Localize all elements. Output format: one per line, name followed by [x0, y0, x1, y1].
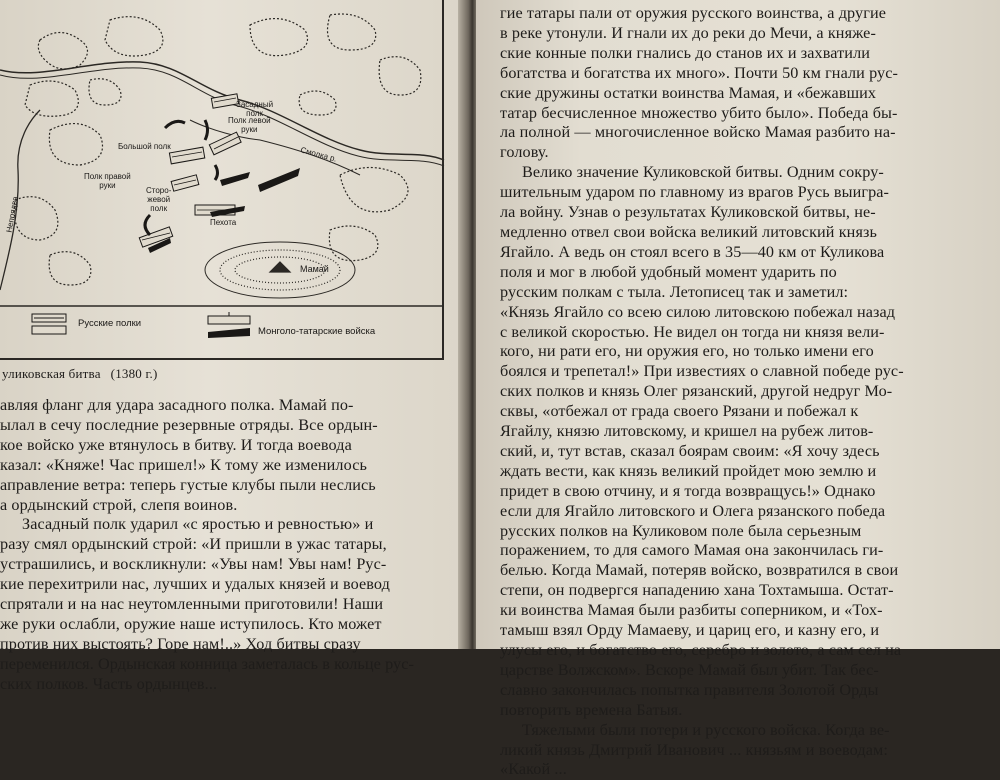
text-line: повторить времена Батыя. [500, 700, 683, 719]
text-line: ский, и, тут встав, сказал боярам своим: «Я хочу здесь [500, 441, 880, 460]
text-line: медленно отвел свои войска великий литовский князь [500, 222, 877, 241]
text-line: боялся и трепетал!» При известиях о славной победе рус- [500, 362, 904, 381]
text-line: ла полной — многочисленное войско Мамая разбито на- [500, 123, 896, 142]
caption-title: уликовская битва [2, 366, 101, 381]
text-line: ские конные полки гнались до станов их и захватили [500, 43, 871, 62]
label-ambush-regiment: Засадный полк [236, 100, 274, 118]
attack-arrows [145, 120, 218, 235]
label-smolka-river: Смолка р. [299, 145, 338, 164]
river-nepryadva [0, 110, 40, 290]
text-line: ских полков и князь Олег рязанский, другой недруг Мо- [500, 382, 893, 401]
text-line: Велико значение Куликовской битвы. Одним сокру- [522, 163, 884, 182]
text-line: ские дружины остатки воинства Мамая, и «бежавших [500, 83, 877, 102]
label-big-regiment: Большой полк [118, 142, 171, 151]
text-line: шительным ударом по главному из врагов Русь выигра- [500, 183, 890, 202]
label-mamai: Мамай [300, 264, 329, 274]
map-drawing [0, 0, 444, 360]
right-page-text [500, 4, 1000, 780]
text-line: авляя фланг для удара засадного полка. Мамай по- [0, 396, 354, 414]
text-line: ла войну. Узнав о результатах Куликовской битвы, не- [500, 203, 876, 222]
text-line: переменился. Ордынская конница заметалась в кольце рус- [0, 654, 415, 673]
text-line: русских полков на Куликовом поле была серьезным [500, 521, 862, 540]
left-page-text [0, 396, 460, 695]
text-line: ылал в сечу последние резервные отряды. Все ордын- [0, 415, 378, 434]
legend-russian-regiments: Русские полки [78, 318, 142, 329]
text-line: «Князь Ягайло со всею силою литовскою побежал назад [500, 302, 896, 321]
text-line: гие татары пали от оружия русского воинства, а другие [500, 4, 887, 22]
text-line: придет в свою отчину, и я тогда возвращусь!» Однако [500, 481, 876, 500]
text-line: голову. [500, 143, 549, 162]
text-line: степи, он подвергся нападению хана Тохтамыша. Остат- [500, 581, 894, 600]
text-line: ских полков. Часть ордынцев... [0, 674, 218, 693]
text-line: Тяжелыми были потери и русского войска. Когда ве- [522, 720, 890, 739]
text-line: Ягайло. А ведь он стоял всего в 35—40 км от Куликова [500, 242, 885, 261]
text-line: татар бесчисленное множество убито было». Победа бы- [500, 103, 898, 122]
text-line: против них выстоять? Горе нам!..» Ход битвы сразу [0, 634, 361, 653]
label-nepryadva-river: Непрядва [4, 195, 20, 234]
text-line: тамыш взял Орду Мамаеву, и цариц его, и казну его, и [500, 621, 880, 640]
text-line: поля и мог в любой удобный момент ударить по [500, 262, 837, 281]
text-line: ждать вести, как князь великий пройдет мою землю и [500, 461, 877, 480]
text-line: белью. Когда Мамай, потеряв войско, возвратился в свои [500, 561, 899, 580]
text-line: кое войско уже втянулось в битву. И тогда воевода [0, 435, 352, 454]
text-line: ликий князь Дмитрий Иванович ... князьям и воеводам: [500, 740, 888, 759]
label-infantry: Пехота [210, 218, 237, 227]
text-line: спрятали и на нас неутомленными приготовили! Наши [0, 595, 384, 614]
text-line: Засадный полк ударил «с яростью и ревностью» и [22, 515, 374, 534]
text-line: богатства и богатства их много». Почти 50 км гнали рус- [500, 63, 899, 82]
label-right-hand-regiment: Полк правой руки [84, 172, 131, 190]
text-line: а ордынский строй, слепя воинов. [0, 495, 238, 514]
text-line: если для Ягайло литовского и Олега рязанского победа [500, 501, 886, 520]
text-line: с великой скоростью. Не видел он тогда ни князя вели- [500, 322, 885, 341]
legend-mongol-troops: Монголо-татарские войска [258, 326, 376, 337]
text-line: казал: «Княже! Час пришел!» К тому же изменилось [0, 455, 367, 474]
text-line: поражением, то для самого Мамая она закончилась ги- [500, 541, 884, 560]
text-line: разу смял ордынский строй: «И пришли в ужас татары, [0, 535, 387, 554]
text-line: улусы его, и богатство его, серебро и золото, а сам сел на [500, 641, 902, 659]
caption-year: (1380 г.) [110, 366, 158, 381]
text-line: Ягайлу, князю литовскому, и кришел на рубеж литов- [500, 422, 874, 441]
text-line: аправление ветра: теперь густые клубы пыли неслись [0, 475, 376, 494]
label-left-hand-regiment: Полк левой руки [228, 116, 271, 134]
text-line: устрашились, и воскликнули: «Увы нам! Увы нам! Рус- [0, 555, 387, 574]
text-line: царстве Волжском». Вскоре Мамай был убит. Так бес- [500, 660, 879, 679]
label-reserve-regiment: Сторо- жевой полк [146, 186, 172, 213]
text-line: «Какой ... [500, 760, 567, 779]
text-line: славно закончилась попытка правителя Золотой Орды [500, 680, 879, 699]
map-caption [2, 366, 158, 382]
text-line: же руки ослабли, оружие наше иступилось. Кто может [0, 614, 382, 633]
text-line: ки воинства Мамая были разбиты соперником, и «Тох- [500, 601, 883, 620]
text-line: кого, ни рати его, ни оружия его, но только имени его [500, 342, 874, 361]
left-page [0, 0, 466, 693]
text-line: русским полкам с тыла. Летописец так и заметил: [500, 282, 849, 301]
text-line: кие перехитрили нас, лучших и удалых князей и воевод [0, 575, 390, 594]
battle-map [0, 0, 444, 360]
text-line: сквы, «отбежал от града своего Рязани и побежал к [500, 402, 859, 421]
text-line: в реке утонули. И гнали их до реки до Мечи, а княже- [500, 23, 876, 42]
